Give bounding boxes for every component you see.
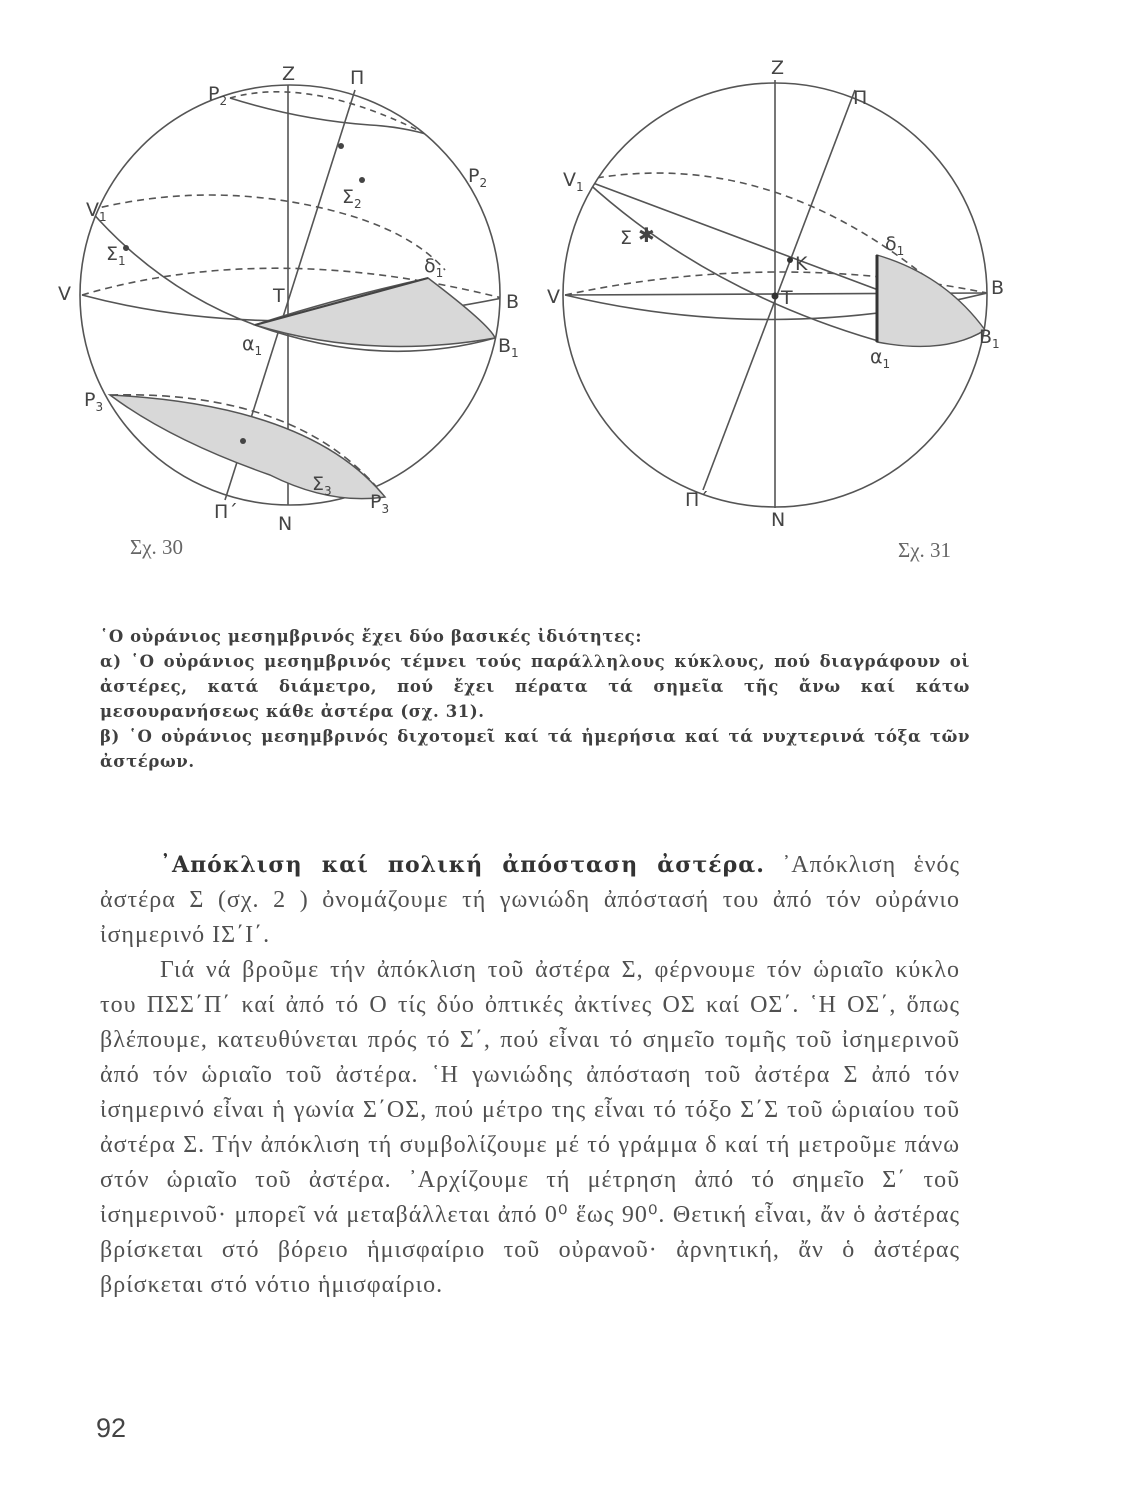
label-v1: $V_1$ xyxy=(563,169,584,194)
section-title: ᾿Απόκλιση καί πολική ἀπόσταση ἀστέρα. xyxy=(160,852,765,878)
label-b1: $B_1$ xyxy=(498,335,519,360)
point-s1 xyxy=(123,245,129,251)
declination-section xyxy=(100,848,960,1303)
label-k: K xyxy=(795,253,808,275)
figure-31 xyxy=(545,57,1015,531)
label-pi: Π xyxy=(853,87,868,109)
parallel-p2-front xyxy=(230,98,485,168)
label-b1: $B_1$ xyxy=(979,326,1000,351)
label-p2-prime: $P_2$ xyxy=(208,83,228,108)
celestial-sphere-diagram-31 xyxy=(545,57,1015,531)
label-s2: $\Sigma_2$ xyxy=(342,186,362,211)
meridian-properties xyxy=(100,624,970,774)
caption-figure-31: Σχ. 31 xyxy=(898,538,952,562)
shaded-arc-lower xyxy=(110,395,385,499)
label-z: Z xyxy=(282,63,296,85)
label-s3: $\Sigma_3$ xyxy=(312,473,332,498)
label-t: T xyxy=(273,285,285,307)
label-z: Z xyxy=(771,57,785,79)
section-paragraph-1 xyxy=(100,848,960,953)
section-paragraph-2: Γιά νά βροῦμε τήν ἀπόκλιση τοῦ ἀστέρα Σ, φέρνουμε τόν ὡριαῖο κύκλο του ΠΣΣ΄Π΄ καί ἀπό τό Ο τίς δύο ὀπτικές ἀκτίνες ΟΣ καί ΟΣ΄. ῾Η ΟΣ΄, ὅπως βλέπουμε, κατευθύνεται πρός τό Σ΄, πού εἶναι τό σημεῖο τομῆς τοῦ ἰσημερινοῦ ἀπό τόν ὡριαῖο τοῦ ἀστέρα. ῾Η γωνιώδης ἀπόσταση τοῦ ἀστέρα Σ ἀπό τόν ἰσημερινό εἶναι ἡ γωνία Σ΄ΟΣ, πού μέτρο της εἶναι τό τόξο Σ΄Σ τοῦ ὡριαίου τοῦ ἀστέρα Σ. Τήν ἀπόκλιση τή συμβολίζουμε μέ τό γράμμα δ καί τή μετροῦμε πάνω στόν ὡριαῖο τοῦ ἀστέρα. ᾿Αρχίζουμε τή μέτρηση ἀπό τό σημεῖο Σ΄ τοῦ ἰσημερινοῦ· μπορεῖ νά μεταβάλλεται ἀπό 0⁰ ἕως 90⁰. Θετική εἶναι, ἄν ὁ ἀστέρας βρίσκεται στό βόρειο ἡμισφαίριο τοῦ οὐρανοῦ· ἀρνητική, ἄν ὁ ἀστέρας βρίσκεται στό νότιο ἡμισφαίριο. xyxy=(100,957,960,1298)
figure-30 xyxy=(58,60,530,535)
label-pi: Π xyxy=(350,67,365,89)
label-v: V xyxy=(58,283,71,305)
parallel-p2-back xyxy=(230,92,485,168)
label-d1: $\delta_1$ xyxy=(885,233,905,258)
point-dot xyxy=(338,143,344,149)
point-s2 xyxy=(359,177,365,183)
label-pi-prime: Π΄ xyxy=(685,489,709,511)
label-a1: $\alpha_1$ xyxy=(870,346,891,371)
celestial-sphere-diagram-30 xyxy=(58,60,530,535)
label-a1: $\alpha_1$ xyxy=(242,333,263,358)
label-pi-prime: Π΄ xyxy=(214,501,238,523)
parallel-v1 xyxy=(90,195,445,270)
shaded-region xyxy=(877,255,985,346)
label-b: B xyxy=(991,277,1005,299)
label-b: B xyxy=(506,291,520,313)
point-t xyxy=(772,293,779,300)
label-v: V xyxy=(547,286,560,308)
point-k xyxy=(787,257,793,263)
point-dot-lower xyxy=(240,438,246,444)
label-d1: $\delta_1$ xyxy=(424,255,444,280)
axis-pi xyxy=(703,90,855,490)
label-s1: $\Sigma_1$ xyxy=(106,243,126,268)
page-number: 92 xyxy=(96,1413,127,1443)
property-b: β) ῾Ο οὐράνιος μεσημβρινός διχοτομεῖ καί τά ἡμερήσια καί τά νυχτερινά τόξα τῶν ἀστέρων. xyxy=(100,727,970,771)
properties-intro: ῾Ο οὐράνιος μεσημβρινός ἔχει δύο βασικές ἰδιότητες: xyxy=(100,627,643,646)
label-p3: $P_3$ xyxy=(370,491,390,516)
label-v1: $V_1$ xyxy=(86,199,107,224)
label-n: N xyxy=(771,509,786,531)
label-p2: $P_2$ xyxy=(468,165,488,190)
section-p1-text: ᾿Απόκλιση ἑνός ἀστέρα Σ (σχ. 2 ) ὀνομάζουμε τή γωνιώδη ἀπόστασή του ἀπό τόν οὐράνιο ἰσημερινό ΙΣ΄Ι΄. xyxy=(100,852,961,948)
label-p3-prime: $P_3$ xyxy=(84,389,104,414)
star-icon: ✱ xyxy=(638,223,655,247)
caption-figure-30: Σχ. 30 xyxy=(130,535,184,559)
label-n: N xyxy=(278,513,293,535)
property-a: α) ῾Ο οὐράνιος μεσημβρινός τέμνει τούς παράλληλους κύκλους, πού διαγράφουν οἱ ἀστέρες, κατά διάμετρο, πού ἔχει πέρατα τά σημεῖα τῆς ἄνω καί κάτω μεσουρανήσεως κάθε ἀστέρα (σχ. 31). xyxy=(100,652,970,721)
label-t: T xyxy=(781,287,793,309)
label-s: Σ xyxy=(620,227,633,249)
